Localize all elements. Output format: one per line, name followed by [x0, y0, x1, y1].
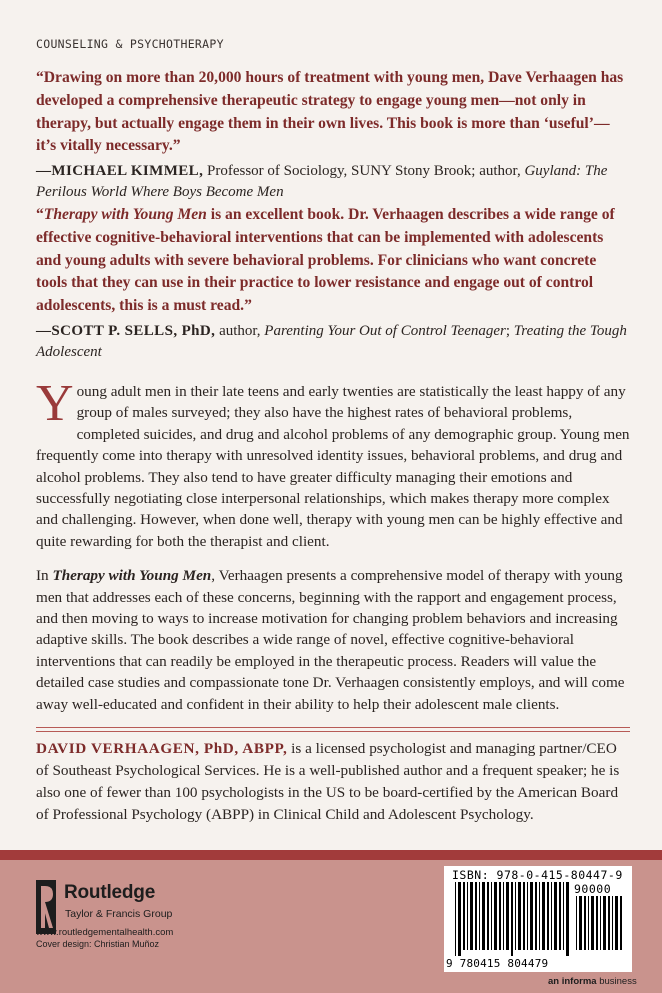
quote-attribution [36, 161, 628, 203]
barcode-bar [615, 896, 618, 950]
barcode-bar [600, 896, 601, 950]
barcode-ean [455, 882, 569, 956]
barcode-bar [596, 896, 598, 950]
barcode-bar [603, 896, 606, 950]
barcode-bar [551, 882, 552, 950]
barcode-bar [612, 896, 613, 950]
description-paragraph-1 [36, 375, 630, 552]
price-code: 90000 [574, 882, 612, 896]
divider-line [36, 731, 630, 732]
barcode-bar [479, 882, 480, 950]
attribution-name: —MICHAEL KIMMEL, [36, 163, 204, 180]
divider-line [36, 727, 630, 728]
quote-book-title: Therapy with Young Men [43, 206, 207, 223]
barcode-bar [588, 896, 589, 950]
barcode-bar [608, 896, 610, 950]
attribution-work: Guyland: The Perilous World Where Boys Become Men [36, 163, 608, 201]
publisher-website[interactable]: www.routledgementalhealth.com [36, 927, 174, 938]
bio-text: is a licensed psychologist and managing partner/CEO of Southeast Psychological Services. He is a well-published author and a frequent speaker; he is also one of fewer than 100 psychologists in the US to be board-certified by the American Board of Professional Psychology (ABPP) in Clinical Child and Adolescent Psychology. [36, 740, 620, 823]
barcode-bar [563, 882, 564, 950]
attribution-work-2: Treating the Tough Adolescent [36, 322, 627, 360]
quote-text [36, 204, 628, 318]
author-bio [36, 738, 632, 826]
informa-bold: an informa [548, 976, 597, 987]
barcode-bar [530, 882, 533, 950]
barcode-bar [503, 882, 504, 950]
category-label: COUNSELING & PSYCHOTHERAPY [36, 37, 224, 51]
attribution-affiliation: author, [215, 322, 265, 339]
informa-rest: business [596, 976, 637, 987]
publisher-group: Taylor & Francis Group [65, 908, 173, 920]
barcode-bar [506, 882, 509, 950]
barcode-bar [487, 882, 489, 950]
paragraph-lead: In [36, 567, 53, 585]
barcode-bar [547, 882, 549, 950]
barcode-bar [542, 882, 545, 950]
endorsement-kimmel [36, 67, 628, 203]
bio-author-name: DAVID VERHAAGEN, PhD, ABPP, [36, 740, 288, 757]
paragraph-text: , Verhaagen presents a comprehensive model of therapy with young men that addresses each of these concerns, beginning with the rapport and engagement process, and then moving to ways to increase motivation for changing problem behaviors and increasing adaptive skills. The book describes a wide range of novel, effective cognitive-behavioral interventions that can readily be employed in the therapeutic process. Readers will value the detailed case studies and compassionate tone Dr. Verhaagen consistently employs, and will come away well-educated and confident in their ability to help their adolescent male clients. [36, 567, 625, 713]
attribution-name: —SCOTT P. SELLS, PhD, [36, 322, 216, 339]
barcode-bar [491, 882, 492, 950]
description-paragraph-2 [36, 565, 630, 715]
attribution-work-1: Parenting Your Out of Control Teenager [264, 322, 506, 339]
attribution-separator: ; [505, 322, 514, 339]
barcode-bar [470, 882, 473, 950]
drop-cap: Y [36, 375, 74, 432]
footer-top-stripe [0, 850, 662, 860]
barcode-bar [566, 882, 569, 956]
barcode-bar [539, 882, 540, 950]
attribution-affiliation: Professor of Sociology, SUNY Stony Brook; author, [203, 163, 525, 180]
quote-attribution [36, 321, 628, 363]
barcode-bar [523, 882, 525, 950]
endorsement-sells [36, 204, 628, 363]
isbn-label: ISBN: 978-0-415-80447-9 [452, 868, 623, 882]
barcode-bar [559, 882, 561, 950]
barcode-bar [463, 882, 465, 950]
barcode-bar [482, 882, 485, 950]
barcode-bar [475, 882, 477, 950]
informa-business [548, 976, 637, 987]
paragraph-book-title: Therapy with Young Men [52, 567, 212, 585]
routledge-logo-icon [34, 880, 58, 934]
barcode-bar [499, 882, 501, 950]
barcode-bar [535, 882, 537, 950]
quote-body: is an excellent book. Dr. Verhaagen describes a wide range of effective cognitive-behavioral interventions that can be implemented with adolescents and young adults with severe behavioral problems. For clinicians who want concrete tools that they can use in their practice to lower resistance and engage out of control adolescents, this is a must read.” [36, 206, 615, 315]
barcode-bar [591, 896, 594, 950]
barcode-bar [518, 882, 521, 950]
barcode-bar [458, 882, 461, 956]
cover-design-credit: Cover design: Christian Muñoz [36, 939, 160, 949]
barcode-bar [579, 896, 582, 950]
quote-open-mark: “ [36, 206, 44, 223]
book-description [36, 375, 630, 715]
barcode-bar [576, 896, 577, 950]
barcode-digits: 9 780415 804479 [446, 957, 549, 970]
barcode-bar [527, 882, 528, 950]
barcode-addon [576, 896, 624, 956]
barcode-bar [554, 882, 557, 950]
publisher-name: Routledge [64, 882, 156, 903]
barcode-bar [511, 882, 513, 956]
barcode-bar [467, 882, 468, 950]
barcode-bar [620, 896, 622, 950]
paragraph-text: oung adult men in their late teens and early twenties are statistically the least happy of any group of males surveyed; they also have the highest rates of behavioral problems, completed suicides, and drug and alcohol problems of any demographic group. Young men frequently come into therapy with unresolved identity issues, behavioral problems, and drug and alcohol problems. They also tend to have greater difficulty managing their emotions and successfully negotiating close interpersonal relationships, which makes therapy more complex and challenging. However, when done well, therapy with young men can be highly effective and quite rewarding for both the therapist and client. [36, 383, 630, 550]
barcode-bar [515, 882, 516, 950]
barcode-bar [584, 896, 586, 950]
quote-text: “Drawing on more than 20,000 hours of treatment with young men, Dave Verhaagen has developed a comprehensive therapeutic strategy to engage young men—not only in therapy, but actually engage them in their own lives. This book is more than ‘useful’—it’s vitally necessary.” [36, 69, 624, 155]
barcode-bar [494, 882, 497, 950]
barcode-bar [455, 882, 456, 956]
